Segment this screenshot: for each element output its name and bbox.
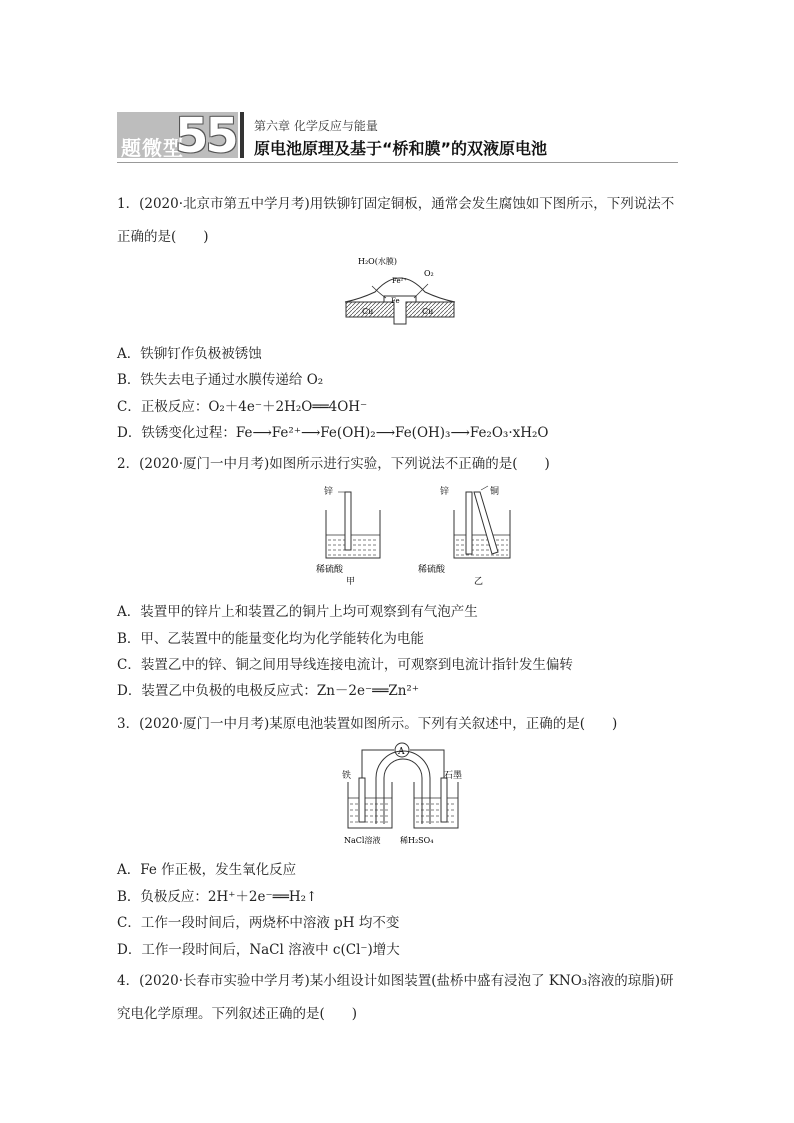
- q3-stem: 3．(2020·厦门一中月考)某原电池装置如图所示。下列有关叙述中，正确的是( ): [117, 716, 618, 732]
- badge-number: 55: [175, 112, 236, 158]
- q3-option-b: B．负极反应：2H⁺＋2e⁻══H₂↑: [117, 889, 318, 905]
- label-copper-yi: 铜: [490, 487, 500, 497]
- q4-stem-line2: 究电化学原理。下列叙述正确的是( ): [117, 1006, 358, 1022]
- label-iron: 铁: [342, 771, 352, 781]
- label-nacl: NaCl溶液: [344, 836, 381, 845]
- label-fe: Fe: [391, 297, 400, 305]
- q3-option-a: A．Fe 作正极，发生氧化反应: [117, 862, 297, 878]
- q4-stem-line1: 4．(2020·长春市实验中学月考)某小组设计如图装置(盐桥中盛有浸泡了 KNO₃溶液的琼脂)研: [117, 973, 674, 989]
- label-yi: 乙: [474, 577, 484, 587]
- label-cu-left: Cu: [362, 307, 374, 316]
- beaker-right: [414, 782, 458, 828]
- q2-stem: 2．(2020·厦门一中月考)如图所示进行实验，下列说法不正确的是( ): [117, 456, 550, 472]
- header-divider: [240, 112, 244, 158]
- section-header: [117, 104, 678, 160]
- beaker-jia: [316, 485, 380, 587]
- page-title: 原电池原理及基于“桥和膜”的双液原电池: [254, 139, 548, 158]
- section-badge: [117, 112, 238, 158]
- beaker-yi: [418, 485, 510, 587]
- q1-stem-line2: 正确的是( ): [117, 229, 209, 245]
- q3-cell-figure: [340, 740, 466, 850]
- label-cu-right: Cu: [422, 307, 434, 316]
- q1-stem-line1: 1．(2020·北京市第五中学月考)用铁铆钉固定铜板，通常会发生腐蚀如下图所示，下列说法不: [117, 196, 675, 212]
- label-jia: 甲: [346, 577, 356, 587]
- q2-option-b: B．甲、乙装置中的能量变化均为化学能转化为电能: [117, 631, 424, 647]
- q1-option-b: B．铁失去电子通过水膜传递给 O₂: [117, 372, 324, 388]
- label-h2so4: 稀H₂SO₄: [400, 836, 434, 845]
- q1-rivet-figure: [340, 254, 460, 326]
- label-acid-yi: 稀硫酸: [418, 565, 446, 575]
- q2-option-a: A．装置甲的锌片上和装置乙的铜片上均可观察到有气泡产生: [117, 604, 478, 620]
- zinc-strip-yi: [466, 492, 472, 554]
- q2-option-c: C．装置乙中的锌、铜之间用导线连接电流计，可观察到电流计指针发生偏转: [117, 657, 573, 673]
- label-fe2: Fe²⁺: [392, 277, 408, 285]
- graphite-electrode: [441, 778, 447, 822]
- badge-text: 题微型: [121, 136, 184, 158]
- q2-option-d: D．装置乙中负极的电极反应式：Zn－2e⁻══Zn²⁺: [117, 683, 419, 699]
- zinc-strip-jia: [345, 492, 351, 550]
- header-rule: [117, 162, 678, 163]
- chapter-label: 第六章 化学反应与能量: [254, 119, 378, 133]
- label-zinc-jia: 锌: [324, 487, 334, 497]
- q1-option-c: C．正极反应：O₂＋4e⁻＋2H₂O══4OH⁻: [117, 399, 368, 415]
- beaker-left: [348, 782, 392, 828]
- q1-option-a: A．铁铆钉作负极被锈蚀: [117, 346, 262, 362]
- q3-option-c: C．工作一段时间后，两烧杯中溶液 pH 均不变: [117, 915, 400, 931]
- q1-option-d: D．铁锈变化过程：Fe⟶Fe²⁺⟶Fe(OH)₂⟶Fe(OH)₃⟶Fe₂O₃·xH₂O: [117, 425, 549, 441]
- q2-beakers-figure: [316, 480, 516, 590]
- label-o2: O₂: [424, 269, 434, 278]
- label-water-film: H₂O(水膜): [358, 257, 397, 266]
- label-graphite: 石墨: [444, 771, 463, 781]
- iron-electrode: [359, 778, 365, 822]
- u-tube-inner: [384, 759, 422, 824]
- label-zinc-yi: 锌: [440, 487, 450, 497]
- q3-option-d: D．工作一段时间后，NaCl 溶液中 c(Cl⁻)增大: [117, 942, 400, 958]
- label-acid-jia: 稀硫酸: [316, 565, 344, 575]
- label-ammeter: A: [398, 747, 405, 757]
